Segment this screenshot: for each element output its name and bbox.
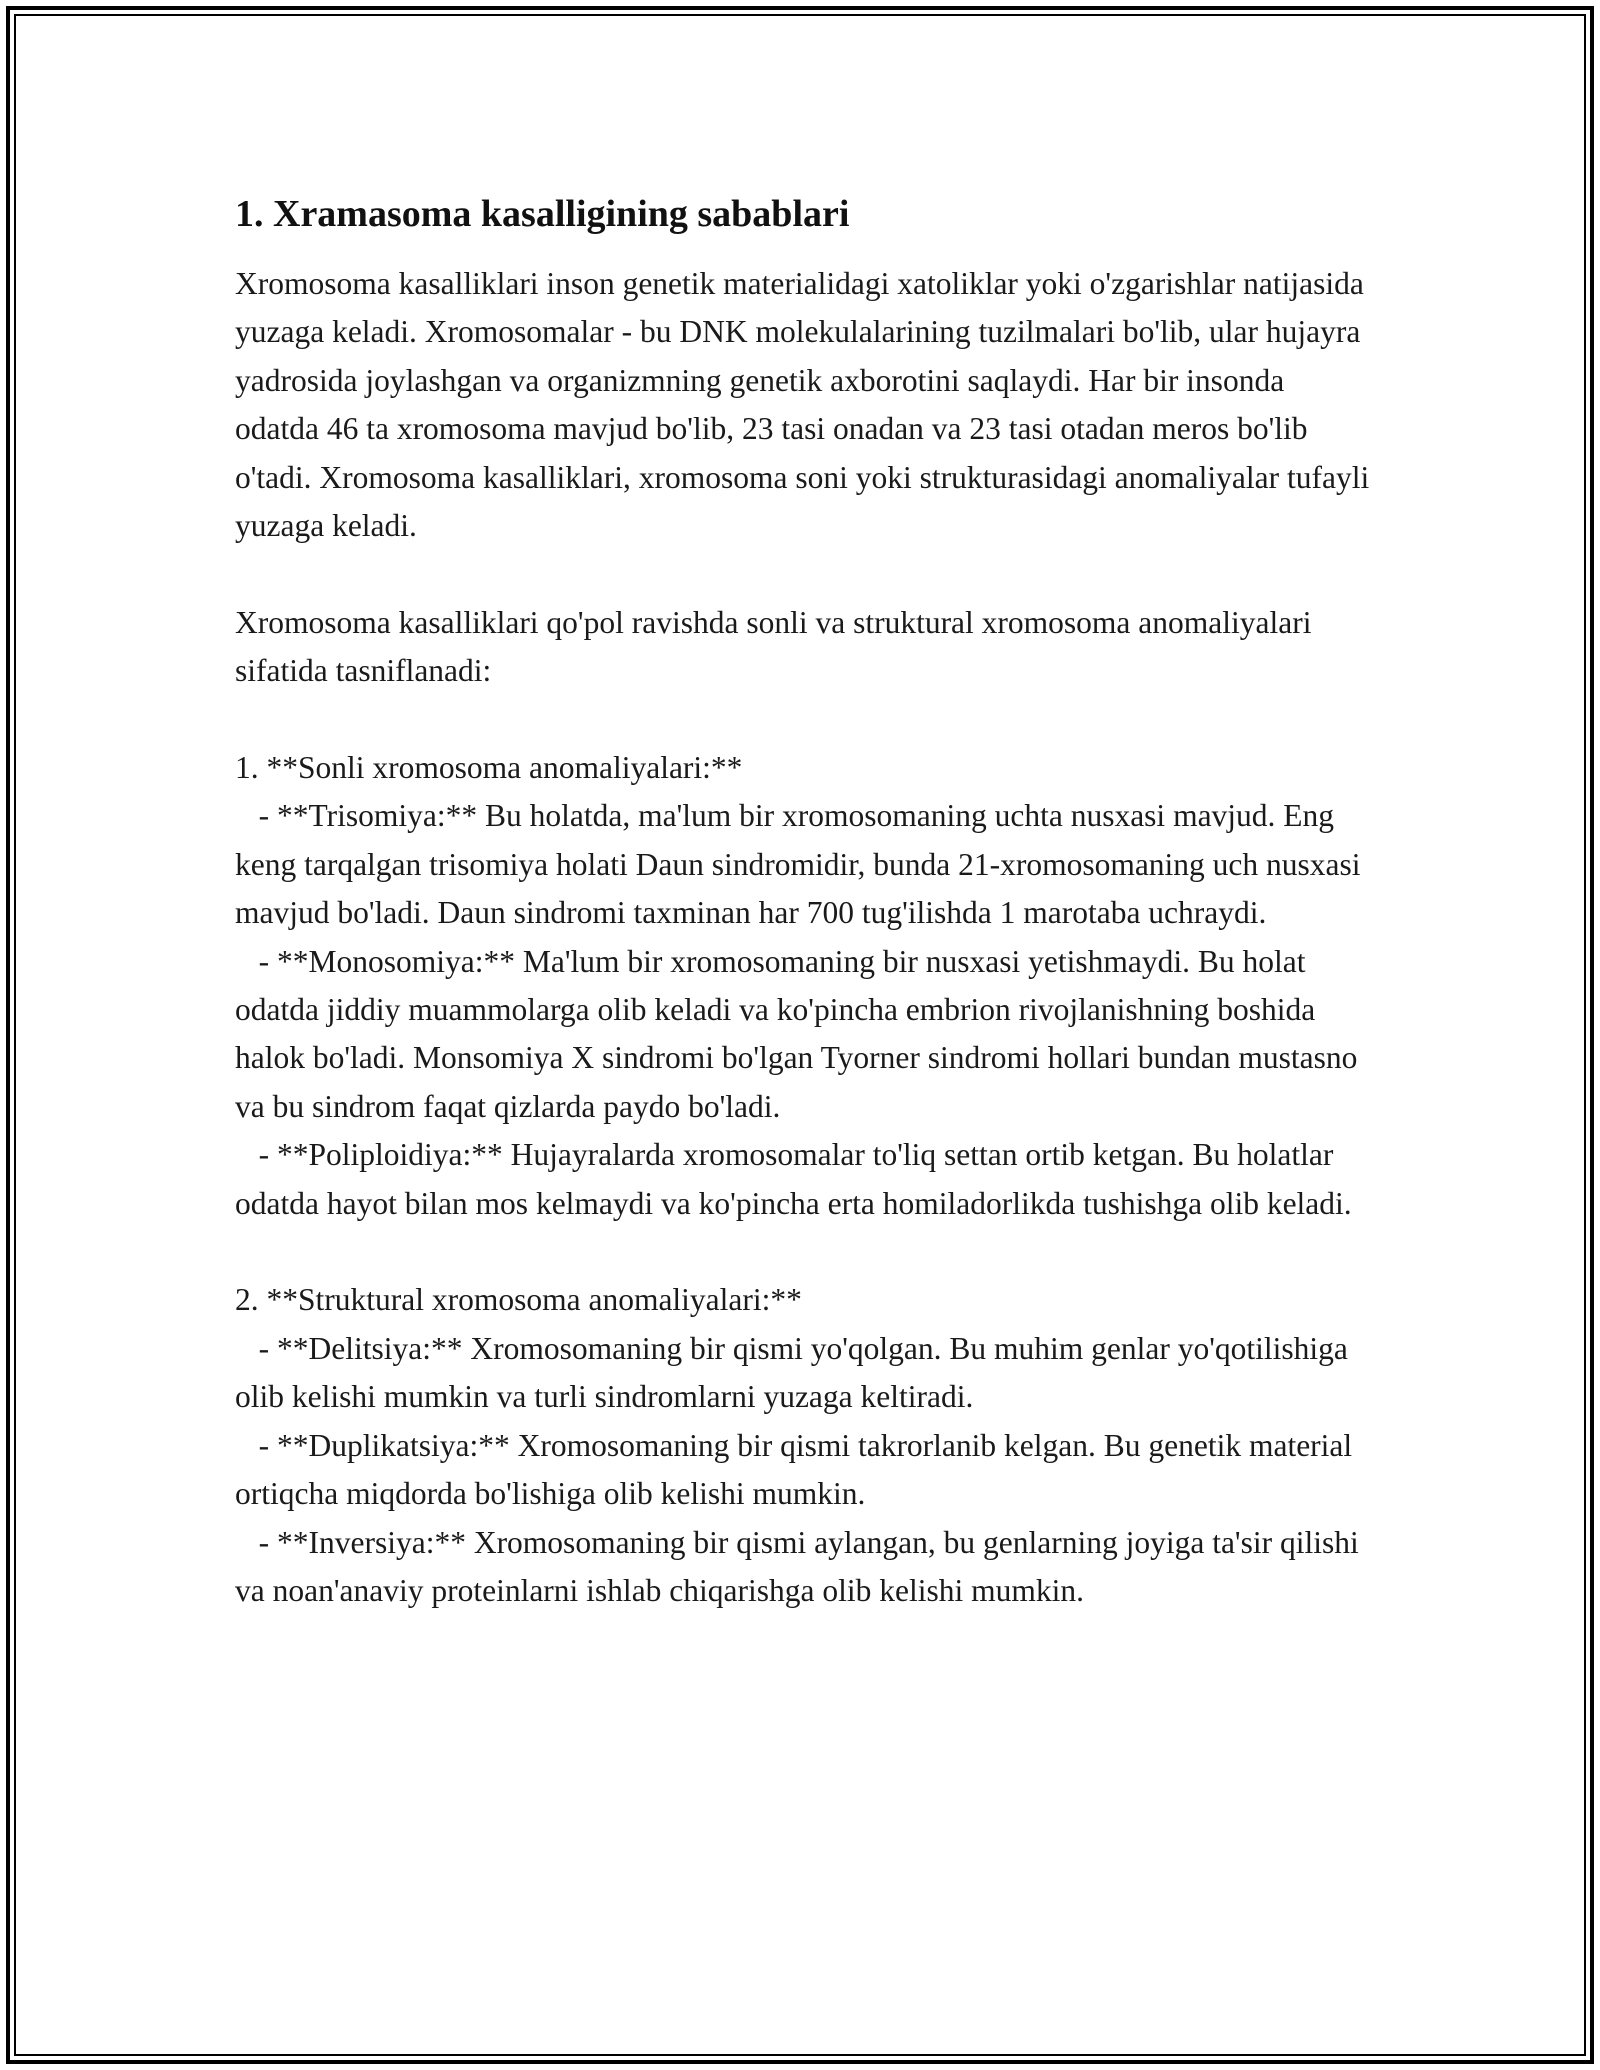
paragraph-spacer — [235, 696, 1375, 744]
list-item-trisomy: - **Trisomiya:** Bu holatda, ma'lum bir xromosomaning uchta nusxasi mavjud. Eng keng tarqalgan trisomiya holati Daun sindromidir, bunda 21-xromosomaning uch nusxasi mavjud bo'ladi. Daun sindromi taxminan har 700 tug'ilishda 1 marotaba uchraydi. — [235, 798, 1369, 931]
list-item-polyploidy: - **Poliploidiya:** Hujayralarda xromosomalar to'liq settan ortib ketgan. Bu holatlar odatda hayot bilan mos kelmaydi va ko'pincha erta homiladorlikda tushishga olib keladi. — [235, 1137, 1352, 1221]
paragraph-spacer — [235, 550, 1375, 598]
paragraph-classification: Xromosoma kasalliklari qo'pol ravishda sonli va struktural xromosoma anomaliyalari sifatida tasniflanadi: — [235, 604, 1320, 689]
list-item-deletion: - **Delitsiya:** Xromosomaning bir qismi yo'qolgan. Bu muhim genlar yo'qotilishiga olib kelishi mumkin va turli sindromlarni yuzaga keltiradi. — [235, 1330, 1356, 1415]
paragraph-intro: Xromosoma kasalliklari inson genetik materialidagi xatoliklar yoki o'zgarishlar natijasida yuzaga keladi. Xromosomalar - bu DNK molekulalarining tuzilmalari bo'lib, ular hujayra yadrosida joylashgan va organizmning genetik axborotini saqlaydi. Har bir insonda odatda 46 ta xromosoma mavjud bo'lib, 23 tasi onadan va 23 tasi otadan meros bo'lib o'tadi. Xromosoma kasalliklari, xromosoma soni yoki strukturasidagi anomaliyalar tufayli yuzaga keladi. — [235, 266, 1378, 544]
list-item-inversion: - **Inversiya:** Xromosomaning bir qismi aylangan, bu genlarning joyiga ta'sir qilishi va noan'anaviy proteinlarni ishlab chiqarishga olib kelishi mumkin. — [235, 1524, 1367, 1608]
section-heading-numerical: 1. **Sonli xromosoma anomaliyalari:** — [235, 750, 743, 786]
list-item-monosomy: - **Monosomiya:** Ma'lum bir xromosomaning bir nusxasi yetishmaydi. Bu holat odatda jiddiy muammolarga olib keladi va ko'pincha embrion rivojlanishning boshida halok bo'ladi. Monsomiya X sindromi bo'lgan Tyorner sindromi hollari bundan mustasno va bu sindrom faqat qizlarda paydo bo'ladi. — [235, 943, 1366, 1124]
document-title: 1. Xramasoma kasalligining sabablari — [235, 193, 850, 235]
document-body — [235, 188, 1378, 1615]
paragraph-spacer — [235, 1228, 1375, 1276]
section-heading-structural: 2. **Struktural xromosoma anomaliyalari:** — [235, 1282, 802, 1318]
list-item-duplication: - **Duplikatsiya:** Xromosomaning bir qismi takrorlanib kelgan. Bu genetik material ortiqcha miqdorda bo'lishiga olib kelishi mumkin. — [235, 1427, 1361, 1512]
